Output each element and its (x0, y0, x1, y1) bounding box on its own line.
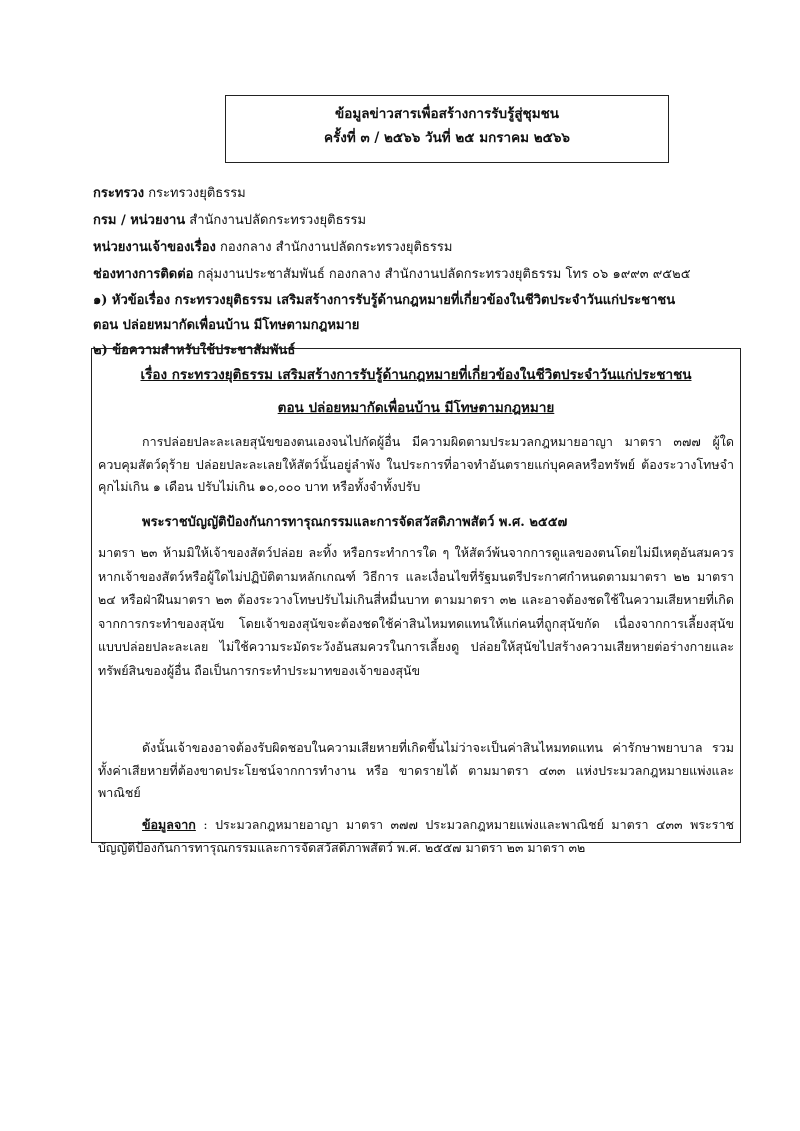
paragraph-animal-welfare: มาตรา ๒๓ ห้ามมิให้เจ้าของสัตว์ปล่อย ละทิ้ง หรือกระทำการใด ๆ ให้สัตว์พ้นจากการดูแลของตนโดยไม่มีเหตุอันสมควร หากเจ้าของสัตว์หรือผู้ใดไม่ปฏิบัติตามหลักเกณฑ์ วิธีการ และเงื่อนไขที่รัฐมนตรีประกาศกำหนดตามมาตรา ๒๒ มาตรา ๒๔ หรือฝ่าฝืนมาตรา ๒๓ ต้องระวางโทษปรับไม่เกินสี่หมื่นบาท ตามมาตรา ๓๒ และอาจต้องชดใช้ในความเสียหายที่เกิดจากการกระทำของสุนัข โดยเจ้าของสุนัขจะต้องชดใช้ค่าสินไหมทดแทนให้แก่คนที่ถูกสุนัขกัด เนื่องจากการเลี้ยงสุนัขแบบปล่อยปละละเลย ไม่ใช้ความระมัดระวังอันสมควรในการเลี้ยงดู ปล่อยให้สุนัขไปสร้างความเสียหายต่อร่างกายและทรัพย์สินของผู้อื่น ถือเป็นการกระทำประมาทของเจ้าของสุนัข (98, 545, 734, 678)
topic-line2-text: ตอน ปล่อยหมากัดเพื่อนบ้าน มีโทษตามกฎหมาย (93, 318, 360, 333)
content-subtitle: ตอน ปล่อยหมากัดเพื่อนบ้าน มีโทษตามกฎหมาย (277, 400, 555, 416)
topic-line1-text: ๑) หัวข้อเรื่อง กระทรวงยุติธรรม เสริมสร้างการรับรู้ด้านกฎหมายที่เกี่ยวข้องในชีวิตประจำวันแก่ประชาชน (93, 293, 676, 308)
paragraph-liability-text: ดังนั้นเจ้าของอาจต้องรับผิดชอบในความเสียหายที่เกิดขึ้นไม่ว่าจะเป็นค่าสินไหมทดแทน ค่ารักษาพยาบาล รวมทั้งค่าเสียหายที่ต้องขาดประโยชน์จากการทำงาน หรือ ขาดรายได้ ตามมาตรา ๔๓๓ แห่งประมวลกฎหมายแพ่งและพาณิชย์ (98, 740, 734, 800)
paragraph-criminal-code (98, 431, 734, 499)
meta-owner-label: หน่วยงานเจ้าของเรื่อง (93, 240, 216, 255)
meta-ministry-value: กระทรวงยุติธรรม (148, 186, 246, 201)
paragraph-liability (98, 737, 734, 805)
document-meta (93, 180, 743, 363)
meta-ministry-label: กระทรวง (93, 186, 145, 201)
document-header-box (225, 95, 669, 163)
paragraph-criminal-code-text: การปล่อยปละละเลยสุนัขของตนเองจนไปกัดผู้อื่น มีความผิดตามประมวลกฎหมายอาญา มาตรา ๓๗๗ ผู้ใดควบคุมสัตว์ดุร้าย ปล่อยปละละเลยให้สัตว์นั้นอยู่ลำพัง ในประการที่อาจทำอันตรายแก่บุคคลหรือทรัพย์ ต้องระวางโทษจำคุกไม่เกิน ๑ เดือน ปรับไม่เกิน ๑๐,๐๐๐ บาท หรือทั้งจำทั้งปรับ (98, 434, 734, 494)
meta-contact (93, 261, 743, 288)
meta-topic-line1 (93, 288, 743, 313)
meta-contact-value: กลุ่มงานประชาสัมพันธ์ กองกลาง สำนักงานปลัดกระทรวงยุติธรรม โทร ๐๖ ๑๙๙๓ ๙๕๒๕ (197, 267, 691, 282)
meta-topic-line2 (93, 313, 743, 338)
source-text: : ประมวลกฎหมายอาญา มาตรา ๓๗๗ ประมวลกฎหมายแพ่งและพาณิชย์ มาตรา ๔๓๓ พระราชบัญญัติป้องกันการทารุณกรรมและการจัดสวัสดิภาพสัตว์ พ.ศ. ๒๕๕๗ มาตรา ๒๓ มาตรา ๓๒ (98, 817, 734, 855)
meta-dept-value: สำนักงานปลัดกระทรวงยุติธรรม (189, 213, 367, 228)
meta-dept-label: กรม / หน่วยงาน (93, 213, 186, 228)
content-title: เรื่อง กระทรวงยุติธรรม เสริมสร้างการรับรู้ด้านกฎหมายที่เกี่ยวข้องในชีวิตประจำวันแก่ประชาชน (140, 367, 692, 383)
source-label: ข้อมูลจาก (142, 817, 196, 832)
meta-ministry (93, 180, 743, 207)
header-title: ข้อมูลข่าวสารเพื่อสร้างการรับรู้สู่ชุมชน (334, 106, 560, 122)
section2-text: ๒) ข้อความสำหรับใช้ประชาสัมพันธ์ (93, 343, 296, 358)
meta-owner (93, 234, 743, 261)
meta-contact-label: ช่องทางการติดต่อ (93, 267, 194, 282)
source-reference (98, 814, 734, 859)
meta-department (93, 207, 743, 234)
header-issue-date: ครั้งที่ ๓ / ๒๕๖๖ วันที่ ๒๕ มกราคม ๒๕๖๖ (324, 130, 570, 146)
animal-welfare-act-heading: พระราชบัญญัติป้องกันการทารุณกรรมและการจัดสวัสดิภาพสัตว์ พ.ศ. ๒๕๕๗ (142, 515, 568, 530)
meta-owner-value: กองกลาง สำนักงานปลัดกระทรวงยุติธรรม (220, 240, 453, 255)
press-content-box (91, 348, 741, 855)
